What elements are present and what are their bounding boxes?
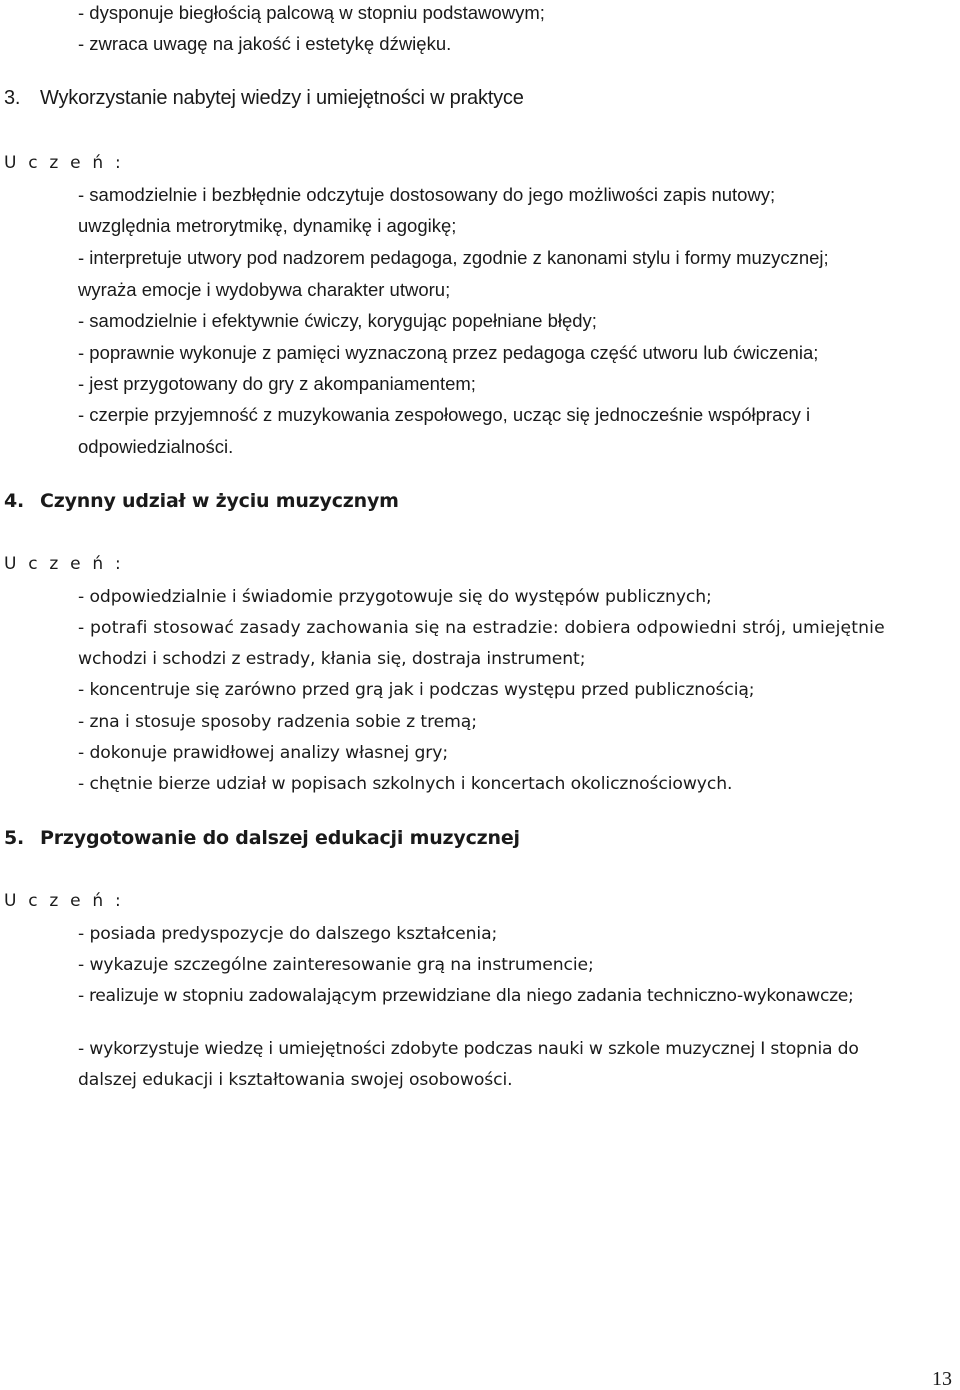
section-title: Wykorzystanie nabytej wiedzy i umiejętności w praktyce xyxy=(40,87,524,109)
student-label: U c z e ń : xyxy=(4,554,124,574)
section-title: Czynny udział w życiu muzycznym xyxy=(40,490,399,512)
list-item-continuation: wyraża emocje i wydobywa charakter utworu; xyxy=(78,279,451,300)
list-item: - odpowiedzialnie i świadomie przygotowuje się do występów publicznych; xyxy=(78,587,712,607)
list-item: - realizuje w stopniu zadowalającym przewidziane dla niego zadania techniczno-wykonawcze; xyxy=(78,986,854,1006)
list-item: - potrafi stosować zasady zachowania się na estradzie: dobiera odpowiedni strój, umiejętnie xyxy=(78,618,885,638)
section-number: 5. xyxy=(4,827,25,849)
list-item: - jest przygotowany do gry z akompaniamentem; xyxy=(78,373,476,394)
list-item: - wykorzystuje wiedzę i umiejętności zdobyte podczas nauki w szkole muzycznej I stopnia do xyxy=(78,1039,859,1059)
list-item: - koncentruje się zarówno przed grą jak i podczas występu przed publicznością; xyxy=(78,680,755,700)
section-heading xyxy=(4,826,520,850)
list-item: - zna i stosuje sposoby radzenia sobie z tremą; xyxy=(78,712,477,732)
list-item: - chętnie bierze udział w popisach szkolnych i koncertach okolicznościowych. xyxy=(78,774,733,794)
list-item: - poprawnie wykonuje z pamięci wyznaczoną przez pedagoga część utworu lub ćwiczenia; xyxy=(78,342,819,363)
list-item: - dokonuje prawidłowej analizy własnej gry; xyxy=(78,743,449,763)
list-item-continuation: uwzględnia metrorytmikę, dynamikę i agogikę; xyxy=(78,215,457,236)
section-heading xyxy=(4,489,399,513)
intro-item: - dysponuje biegłością palcową w stopniu podstawowym; xyxy=(78,2,545,23)
list-item: - wykazuje szczególne zainteresowanie grą na instrumencie; xyxy=(78,955,594,975)
list-item: - posiada predyspozycje do dalszego kształcenia; xyxy=(78,924,498,944)
student-label: U c z e ń : xyxy=(4,153,124,173)
intro-item: - zwraca uwagę na jakość i estetykę dźwięku. xyxy=(78,33,452,54)
section-title: Przygotowanie do dalszej edukacji muzycznej xyxy=(40,827,520,849)
list-item: - interpretuje utwory pod nadzorem pedagoga, zgodnie z kanonami stylu i formy muzycznej; xyxy=(78,247,829,268)
page-number: 13 xyxy=(932,1368,952,1390)
student-label: U c z e ń : xyxy=(4,891,124,911)
list-item-continuation: dalszej edukacji i kształtowania swojej osobowości. xyxy=(78,1070,513,1090)
section-heading xyxy=(4,86,524,110)
section-number: 4. xyxy=(4,490,25,512)
list-item: - samodzielnie i bezbłędnie odczytuje dostosowany do jego możliwości zapis nutowy; xyxy=(78,184,776,205)
list-item-continuation: wchodzi i schodzi z estrady, kłania się, dostraja instrument; xyxy=(78,649,586,669)
list-item: - samodzielnie i efektywnie ćwiczy, korygując popełniane błędy; xyxy=(78,310,597,331)
section-number: 3. xyxy=(4,87,21,109)
list-item: - czerpie przyjemność z muzykowania zespołowego, ucząc się jednocześnie współpracy i xyxy=(78,404,811,425)
list-item-continuation: odpowiedzialności. xyxy=(78,436,234,457)
